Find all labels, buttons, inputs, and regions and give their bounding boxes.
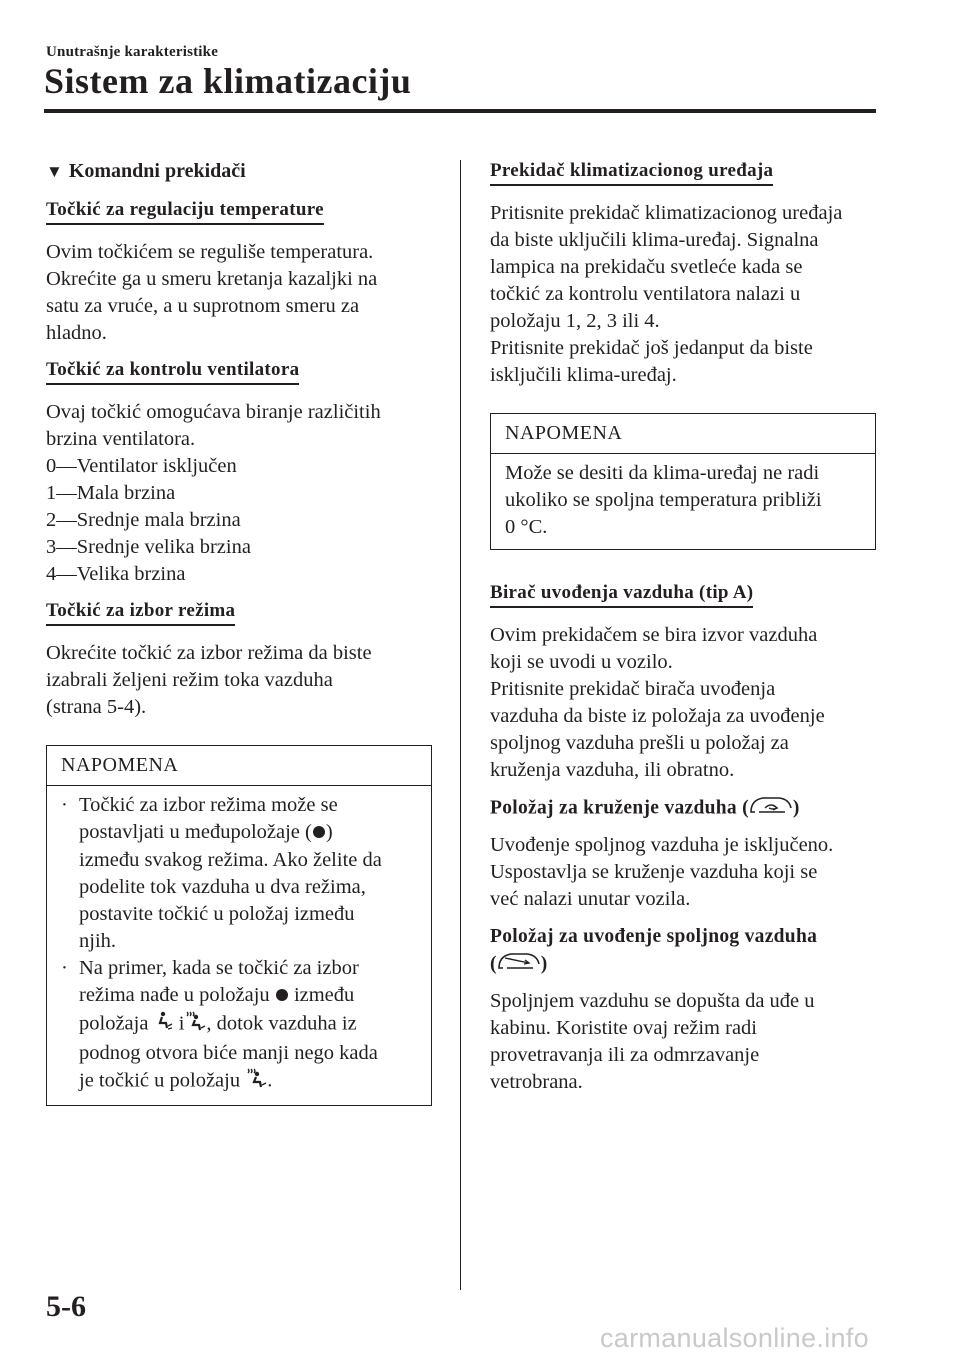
text-line: (strana 5-4).	[46, 696, 147, 718]
page-number: 5-6	[46, 1290, 86, 1323]
text-line: Spoljnjem vazduhu se dopušta da uđe u	[490, 990, 815, 1012]
section-title	[46, 160, 432, 183]
text-span: Položaj za kruženje vazduha (	[490, 797, 749, 819]
triangle-marker-icon: ▼	[46, 161, 63, 181]
text-line: Pritisnite prekidač birača uvođenja	[490, 678, 776, 700]
ac-switch-text	[490, 200, 876, 389]
intake-selector-text	[490, 622, 876, 784]
ac-switch-heading: Prekidač klimatizacionog uređaja	[490, 160, 773, 186]
bullet-dot-icon: ·	[61, 956, 68, 979]
text-line: kruženja vazduha, ili obratno.	[490, 759, 735, 781]
fan-dial-text	[46, 399, 432, 588]
text-line: već nalazi unutar vozila.	[490, 888, 691, 910]
text-line: spoljnog vazduha prešli u položaj za	[490, 732, 789, 754]
note-bullet	[61, 955, 417, 1097]
recirculation-icon	[749, 794, 793, 824]
title-rule	[44, 109, 876, 113]
floor-defrost-mode-icon	[184, 1010, 206, 1040]
note-heading: NAPOMENA	[47, 746, 431, 786]
text-line: vazduha da biste iz položaja za uvođenje	[490, 705, 825, 727]
text-line: vetrobrana.	[490, 1071, 583, 1093]
recirc-position-text	[490, 832, 876, 913]
recirc-position-label	[490, 794, 876, 824]
text-line	[79, 1067, 417, 1097]
floor-mode-icon	[154, 1011, 174, 1039]
text-line: Ovaj točkić omogućava biranje različitih	[46, 401, 381, 423]
text-line: provetravanja ili za odmrzavanje	[490, 1044, 760, 1066]
text-line: lampica na prekidaču svetleće kada se	[490, 256, 803, 278]
mid-position-dot-icon	[312, 820, 326, 847]
text-line: kabinu. Koristite ovaj režim radi	[490, 1017, 757, 1039]
text-line: isključili klima-uređaj.	[490, 364, 677, 386]
section-title-text: Komandni prekidači	[68, 160, 246, 182]
text-line: izabrali željeni režim toka vazduha	[46, 669, 333, 691]
mid-position-dot-icon	[275, 983, 289, 1010]
fresh-air-position-text	[490, 988, 876, 1096]
text-line	[79, 1010, 417, 1040]
note-box	[46, 745, 432, 1106]
note-body	[47, 786, 431, 1105]
mode-dial-text	[46, 640, 432, 721]
fresh-air-intake-icon	[497, 950, 541, 980]
text-line: Uspostavlja se kruženje vazduha koji se	[490, 861, 818, 883]
text-span: između	[293, 983, 355, 1006]
text-line: hladno.	[46, 322, 107, 344]
text-line: satu za vruće, a u suprotnom smeru za	[46, 295, 360, 317]
left-column	[46, 160, 432, 1106]
fan-dial-heading: Točkić za kontrolu ventilatora	[46, 359, 299, 385]
text-line	[79, 819, 417, 847]
text-line: koji se uvodi u vozilo.	[490, 651, 673, 673]
text-span: je točkić u položaju	[79, 1069, 241, 1092]
text-line: Točkić za izbor režima može se	[79, 794, 338, 816]
text-line: Može se desiti da klima-uređaj ne radi	[505, 462, 820, 484]
text-line: Okrećite točkić za izbor režima da biste	[46, 642, 372, 664]
text-line: 0 °C.	[505, 516, 548, 538]
fan-speed-item: 2―Srednje mala brzina	[46, 509, 241, 531]
text-line: Okrećite ga u smeru kretanja kazaljki na	[46, 268, 378, 290]
intake-selector-heading: Birač uvođenja vazduha (tip A)	[490, 582, 753, 608]
floor-defrost-mode-icon	[245, 1067, 267, 1097]
text-span: )	[325, 821, 333, 843]
bullet-text	[79, 955, 417, 1097]
text-line: da biste uključili klima-uređaj. Signalna	[490, 229, 819, 251]
temp-dial-heading: Točkić za regulaciju temperature	[46, 199, 324, 225]
text-span: )	[792, 797, 800, 819]
column-divider	[460, 160, 461, 1290]
text-line: ukoliko se spoljna temperatura približi	[505, 489, 822, 511]
fresh-air-position-label-cont	[490, 950, 876, 980]
text-line: Ovim točkićem se reguliše temperatura.	[46, 241, 374, 263]
text-line	[79, 982, 417, 1010]
section-kicker: Unutrašnje karakteristike	[46, 44, 219, 60]
fan-speed-item: 4―Velika brzina	[46, 563, 186, 585]
text-line: Pritisnite prekidač klimatizacionog uređaja	[490, 202, 843, 224]
fresh-air-position-label: Položaj za uvođenje spoljnog vazduha	[490, 926, 818, 947]
text-span: , dotok vazduha iz	[206, 1012, 357, 1035]
note-heading: NAPOMENA	[491, 414, 875, 454]
text-span: (	[490, 953, 497, 975]
text-line: položaju 1, 2, 3 ili 4.	[490, 310, 660, 332]
text-line: točkić za kontrolu ventilatora nalazi u	[490, 283, 801, 305]
watermark: carmanualsonline.info	[600, 1323, 869, 1353]
text-span: .	[267, 1069, 273, 1092]
text-span: položaja	[79, 1012, 149, 1035]
text-span: režima nađe u položaju	[79, 983, 270, 1006]
text-line: podelite tok vazduha u dva režima,	[79, 875, 366, 898]
text-line: Uvođenje spoljnog vazduha je isključeno.	[490, 834, 834, 856]
text-line: brzina ventilatora.	[46, 428, 196, 450]
text-line: između svakog režima. Ako želite da	[79, 848, 382, 871]
fan-speed-item: 3―Srednje velika brzina	[46, 536, 251, 558]
note-bullet	[61, 792, 417, 955]
text-line: Na primer, kada se točkić za izbor	[79, 956, 359, 979]
bullet-text	[79, 792, 417, 955]
mode-dial-heading: Točkić za izbor režima	[46, 600, 235, 626]
text-span: )	[540, 953, 548, 975]
text-line: njih.	[79, 929, 117, 952]
text-span: i	[178, 1012, 185, 1035]
bullet-dot-icon: ·	[61, 794, 68, 816]
fan-speed-item: 1―Mala brzina	[46, 482, 176, 504]
note-box	[490, 413, 876, 550]
text-line: Ovim prekidačem se bira izvor vazduha	[490, 624, 818, 646]
text-line: Pritisnite prekidač još jedanput da biste	[490, 337, 813, 359]
text-span: postavljati u međupoložaje (	[79, 821, 312, 843]
text-line: postavite točkić u položaj između	[79, 902, 355, 925]
note-body	[491, 454, 875, 549]
fan-speed-item: 0―Ventilator isključen	[46, 455, 237, 477]
right-column	[490, 160, 876, 1096]
page-title: Sistem za klimatizaciju	[44, 61, 412, 101]
text-line: podnog otvora biće manji nego kada	[79, 1041, 378, 1064]
temp-dial-text	[46, 239, 432, 347]
